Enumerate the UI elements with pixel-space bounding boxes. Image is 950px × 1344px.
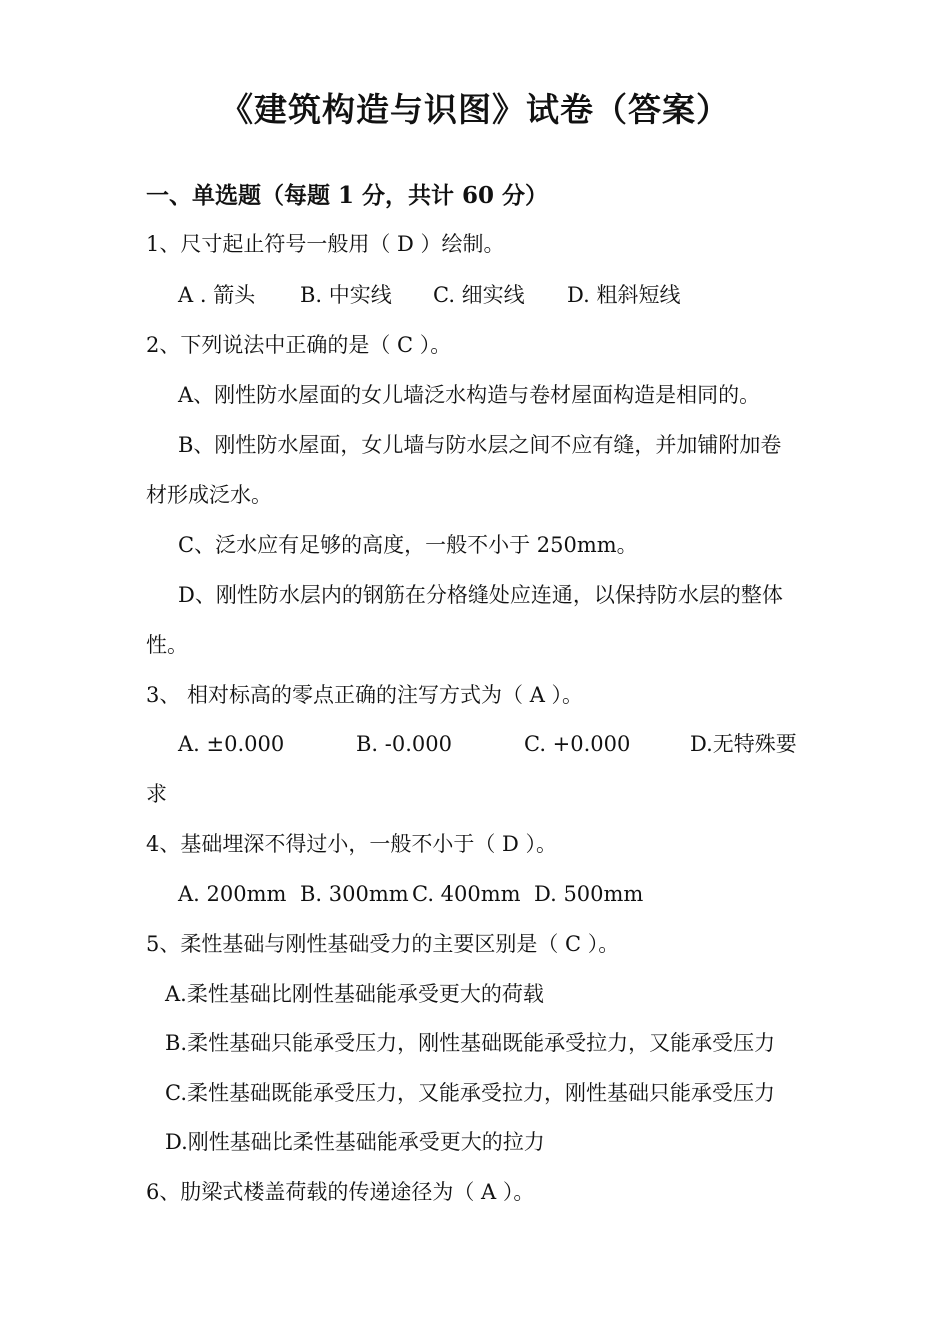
question-2-option-d: D、刚性防水层内的钢筋在分格缝处应连通，以保持防水层的整体 [178,583,783,607]
option-b: B. 中实线 [300,283,392,307]
question-5-option-a: A.柔性基础比刚性基础能承受更大的荷载 [165,982,544,1006]
question-5-option-b: B.柔性基础只能承受压力，刚性基础既能承受拉力，又能承受压力 [165,1031,776,1055]
option-a: A. ±0.000 [178,732,285,756]
question-5-option-d: D.刚性基础比柔性基础能承受更大的拉力 [165,1130,545,1154]
question-2-option-a: A、刚性防水屋面的女儿墙泛水构造与卷材屋面构造是相同的。 [178,383,761,407]
question-6-stem: 6、肋梁式楼盖荷载的传递途径为（ A ）。 [146,1180,535,1204]
exam-title: 《建筑构造与识图》试卷（答案） [220,90,730,129]
option-d: D. 500mm [534,882,644,906]
question-4-stem: 4、基础埋深不得过小，一般不小于（ D ）。 [146,832,558,856]
question-2-option-b-cont: 材形成泛水。 [146,483,272,507]
question-5-option-c: C.柔性基础既能承受压力，又能承受拉力，刚性基础只能承受压力 [165,1081,775,1105]
option-c: C. 细实线 [433,283,525,307]
question-3-stem: 3、 相对标高的零点正确的注写方式为（ A ）。 [146,683,584,707]
question-2-option-d-cont: 性。 [146,633,188,657]
option-d: D.无特殊要 [690,732,797,756]
question-3-option-d-cont: 求 [146,782,167,806]
option-b: B. -0.000 [356,732,452,756]
question-3-options [178,732,797,757]
option-d: D. 粗斜短线 [567,283,681,307]
question-2-option-b: B、刚性防水屋面，女儿墙与防水层之间不应有缝，并加铺附加卷 [178,433,782,457]
option-a: A . 箭头 [178,283,256,307]
option-b: B. 300mm [300,882,409,906]
question-4-options [178,882,643,907]
question-2-stem: 2、下列说法中正确的是（ C ）。 [146,333,452,357]
question-1-options [178,283,680,308]
option-c: C. +0.000 [524,732,631,756]
option-c: C. 400mm [412,882,521,906]
question-1-stem: 1、尺寸起止符号一般用（ D ）绘制。 [146,232,505,256]
question-5-stem: 5、柔性基础与刚性基础受力的主要区别是（ C ）。 [146,932,620,956]
section-heading: 一、单选题（每题 1 分，共计 60 分） [146,182,549,209]
question-2-option-c: C、泛水应有足够的高度，一般不小于 250mm。 [178,533,638,557]
option-a: A. 200mm [178,882,287,906]
